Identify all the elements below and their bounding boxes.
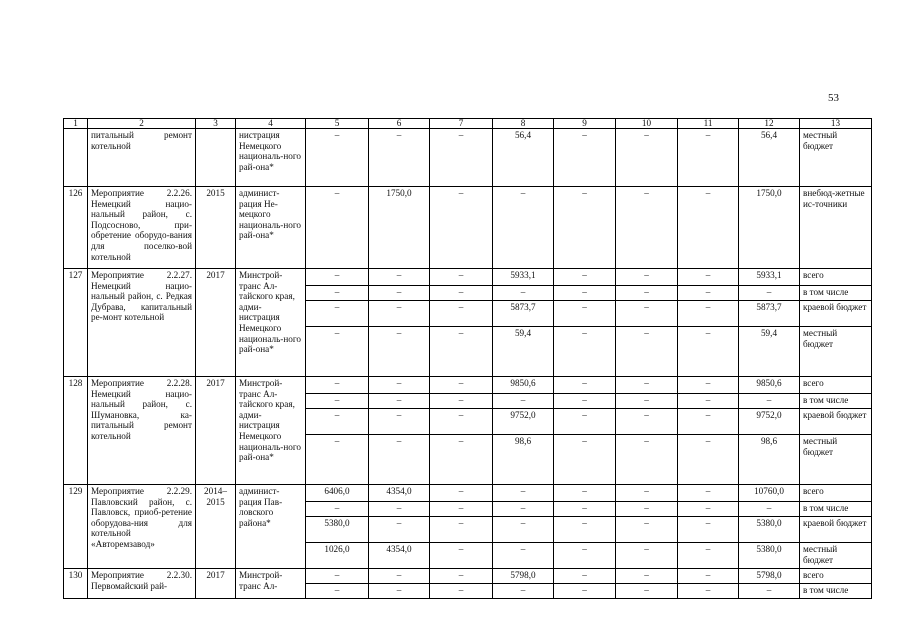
value-cell: – [616, 543, 678, 569]
value-cell: 1026,0 [306, 543, 369, 569]
value-cell: – [430, 327, 493, 377]
value-cell: – [493, 517, 554, 543]
value-cell: 9850,6 [493, 377, 554, 394]
funding-source: всего [800, 485, 872, 502]
header-cell: 13 [800, 119, 872, 129]
funding-source: краевой бюджет [800, 517, 872, 543]
value-cell: – [616, 327, 678, 377]
value-cell: – [493, 584, 554, 599]
value-cell: – [616, 286, 678, 301]
value-cell: – [554, 377, 616, 394]
value-cell: – [369, 409, 430, 435]
funding-source: краевой бюджет [800, 301, 872, 327]
period-cell: 2017 [196, 377, 236, 485]
funding-source: в том числе [800, 584, 872, 599]
value-cell: – [616, 569, 678, 584]
header-cell: 12 [739, 119, 800, 129]
executor-cell: админист-рация Не-мецкого националь-ного рай-она* [236, 187, 306, 269]
funding-source: в том числе [800, 286, 872, 301]
header-cell: 3 [196, 119, 236, 129]
value-cell: – [306, 327, 369, 377]
table-row [64, 569, 872, 584]
value-cell: 5873,7 [739, 301, 800, 327]
value-cell: – [306, 584, 369, 599]
value-cell: – [306, 502, 369, 517]
value-cell: – [554, 584, 616, 599]
value-cell: 9752,0 [739, 409, 800, 435]
value-cell: – [739, 502, 800, 517]
row-number [64, 129, 88, 187]
value-cell: – [430, 187, 493, 269]
value-cell: – [616, 485, 678, 502]
value-cell: – [616, 517, 678, 543]
value-cell: – [369, 584, 430, 599]
value-cell: – [554, 502, 616, 517]
period-cell: 2017 [196, 269, 236, 377]
value-cell: 98,6 [739, 435, 800, 485]
value-cell: – [306, 129, 369, 187]
value-cell: 4354,0 [369, 485, 430, 502]
value-cell: 5798,0 [493, 569, 554, 584]
value-cell: – [554, 517, 616, 543]
value-cell: – [306, 409, 369, 435]
value-cell: – [616, 409, 678, 435]
value-cell: – [493, 286, 554, 301]
header-cell: 5 [306, 119, 369, 129]
value-cell: 5933,1 [493, 269, 554, 286]
page-number: 53 [828, 92, 839, 104]
value-cell: 1750,0 [739, 187, 800, 269]
value-cell: – [493, 187, 554, 269]
value-cell: 5873,7 [493, 301, 554, 327]
value-cell: – [430, 269, 493, 286]
value-cell: – [616, 435, 678, 485]
value-cell: – [430, 286, 493, 301]
value-cell: – [616, 394, 678, 409]
table-row [64, 269, 872, 286]
value-cell: 5380,0 [739, 543, 800, 569]
value-cell: – [430, 377, 493, 394]
value-cell: – [306, 301, 369, 327]
executor-cell: админист-рация Пав-ловского района* [236, 485, 306, 569]
value-cell: – [430, 301, 493, 327]
value-cell: – [616, 129, 678, 187]
value-cell: – [369, 301, 430, 327]
value-cell: 1750,0 [369, 187, 430, 269]
funding-source: в том числе [800, 394, 872, 409]
column-number-row [64, 119, 872, 129]
measure-name: Мероприятие 2.2.29. Павловский район, с. Павловск, приоб-ретение оборудова-ния для котельной «Авторемзавод» [88, 485, 196, 569]
value-cell: – [678, 286, 739, 301]
value-cell: – [493, 394, 554, 409]
value-cell: – [430, 569, 493, 584]
value-cell: – [616, 584, 678, 599]
header-cell: 10 [616, 119, 678, 129]
value-cell: – [493, 543, 554, 569]
value-cell: – [306, 187, 369, 269]
value-cell: 56,4 [739, 129, 800, 187]
executor-cell: Минстрой-транс Ал-тайского края, адми-нистрация Немецкого националь-ного рай-она* [236, 377, 306, 485]
value-cell: – [306, 394, 369, 409]
value-cell: – [554, 435, 616, 485]
value-cell: – [430, 435, 493, 485]
value-cell: – [554, 409, 616, 435]
value-cell: 5798,0 [739, 569, 800, 584]
value-cell: – [430, 517, 493, 543]
value-cell: – [306, 377, 369, 394]
value-cell: – [430, 584, 493, 599]
value-cell: – [678, 485, 739, 502]
funding-source: всего [800, 569, 872, 584]
value-cell: – [430, 502, 493, 517]
executor-cell: Минстрой-транс Ал- [236, 569, 306, 599]
table-row [64, 187, 872, 269]
value-cell: – [678, 569, 739, 584]
value-cell: – [554, 569, 616, 584]
header-cell: 2 [88, 119, 196, 129]
value-cell: – [616, 502, 678, 517]
header-cell: 7 [430, 119, 493, 129]
header-cell: 4 [236, 119, 306, 129]
value-cell: – [616, 187, 678, 269]
value-cell: – [430, 394, 493, 409]
value-cell: – [493, 485, 554, 502]
value-cell: – [616, 377, 678, 394]
executor-cell: Минстрой-транс Ал-тайского края, адми-нистрация Немецкого националь-ного рай-она* [236, 269, 306, 377]
value-cell: – [493, 502, 554, 517]
value-cell: – [678, 377, 739, 394]
funding-source: краевой бюджет [800, 409, 872, 435]
funding-source: в том числе [800, 502, 872, 517]
header-cell: 1 [64, 119, 88, 129]
table-row [64, 129, 872, 187]
value-cell: – [678, 327, 739, 377]
value-cell: – [369, 569, 430, 584]
value-cell: – [678, 502, 739, 517]
measure-name: Мероприятие 2.2.28. Немецкий нацио-нальный район, с. Шумановка, ка-питальный ремонт котельной [88, 377, 196, 485]
funding-source: местный бюджет [800, 435, 872, 485]
value-cell: 59,4 [739, 327, 800, 377]
value-cell: – [554, 269, 616, 286]
value-cell: – [616, 301, 678, 327]
funding-source: всего [800, 269, 872, 286]
value-cell: – [369, 269, 430, 286]
measure-name: Мероприятие 2.2.26. Немецкий нацио-нальный район, с. Подсосново, при-обретение оборудо-вания для поселко-вой котельной [88, 187, 196, 269]
value-cell: 10760,0 [739, 485, 800, 502]
value-cell: – [369, 377, 430, 394]
value-cell: – [430, 409, 493, 435]
row-number: 127 [64, 269, 88, 377]
value-cell: – [678, 435, 739, 485]
measure-name: питальный ремонт котельной [88, 129, 196, 187]
value-cell: – [554, 543, 616, 569]
value-cell: – [430, 485, 493, 502]
value-cell: 9850,6 [739, 377, 800, 394]
header-cell: 9 [554, 119, 616, 129]
value-cell: – [554, 485, 616, 502]
value-cell: – [678, 187, 739, 269]
funding-source: местный бюджет [800, 327, 872, 377]
value-cell: – [306, 435, 369, 485]
value-cell: – [678, 517, 739, 543]
table-row [64, 377, 872, 394]
value-cell: – [616, 269, 678, 286]
value-cell: – [678, 543, 739, 569]
table-row [64, 485, 872, 502]
value-cell: – [369, 517, 430, 543]
executor-cell: нистрация Немецкого националь-ного рай-она* [236, 129, 306, 187]
value-cell: – [554, 327, 616, 377]
value-cell: – [369, 129, 430, 187]
funding-source: местный бюджет [800, 543, 872, 569]
period-cell: 2015 [196, 187, 236, 269]
row-number: 129 [64, 485, 88, 569]
value-cell: – [369, 286, 430, 301]
value-cell: – [369, 502, 430, 517]
value-cell: – [430, 129, 493, 187]
value-cell: 5380,0 [739, 517, 800, 543]
value-cell: – [554, 286, 616, 301]
value-cell: – [306, 269, 369, 286]
value-cell: – [678, 269, 739, 286]
value-cell: – [739, 584, 800, 599]
value-cell: – [678, 394, 739, 409]
row-number: 126 [64, 187, 88, 269]
row-number: 130 [64, 569, 88, 599]
funding-source: всего [800, 377, 872, 394]
value-cell: 4354,0 [369, 543, 430, 569]
value-cell: – [369, 327, 430, 377]
value-cell: – [369, 394, 430, 409]
value-cell: – [678, 584, 739, 599]
header-cell: 8 [493, 119, 554, 129]
period-cell [196, 129, 236, 187]
value-cell: – [306, 286, 369, 301]
value-cell: – [554, 394, 616, 409]
value-cell: 98,6 [493, 435, 554, 485]
measure-name: Мероприятие 2.2.27. Немецкий нацио-нальный район, с. Редкая Дубрава, капитальный ре-монт котельной [88, 269, 196, 377]
value-cell: – [430, 543, 493, 569]
value-cell: 5380,0 [306, 517, 369, 543]
value-cell: – [554, 301, 616, 327]
program-measures-table [63, 118, 872, 599]
measure-name: Мероприятие 2.2.30. Первомайский рай- [88, 569, 196, 599]
value-cell: – [554, 187, 616, 269]
value-cell: 6406,0 [306, 485, 369, 502]
value-cell: 9752,0 [493, 409, 554, 435]
value-cell: – [306, 569, 369, 584]
header-cell: 11 [678, 119, 739, 129]
value-cell: – [554, 129, 616, 187]
period-cell: 2017 [196, 569, 236, 599]
funding-source: местный бюджет [800, 129, 872, 187]
row-number: 128 [64, 377, 88, 485]
header-cell: 6 [369, 119, 430, 129]
value-cell: – [739, 394, 800, 409]
value-cell: 56,4 [493, 129, 554, 187]
value-cell: – [678, 409, 739, 435]
value-cell: – [369, 435, 430, 485]
value-cell: – [678, 129, 739, 187]
value-cell: – [678, 301, 739, 327]
period-cell: 2014–2015 [196, 485, 236, 569]
value-cell: – [739, 286, 800, 301]
value-cell: 5933,1 [739, 269, 800, 286]
funding-source: внебюд-жетные ис-точники [800, 187, 872, 269]
value-cell: 59,4 [493, 327, 554, 377]
